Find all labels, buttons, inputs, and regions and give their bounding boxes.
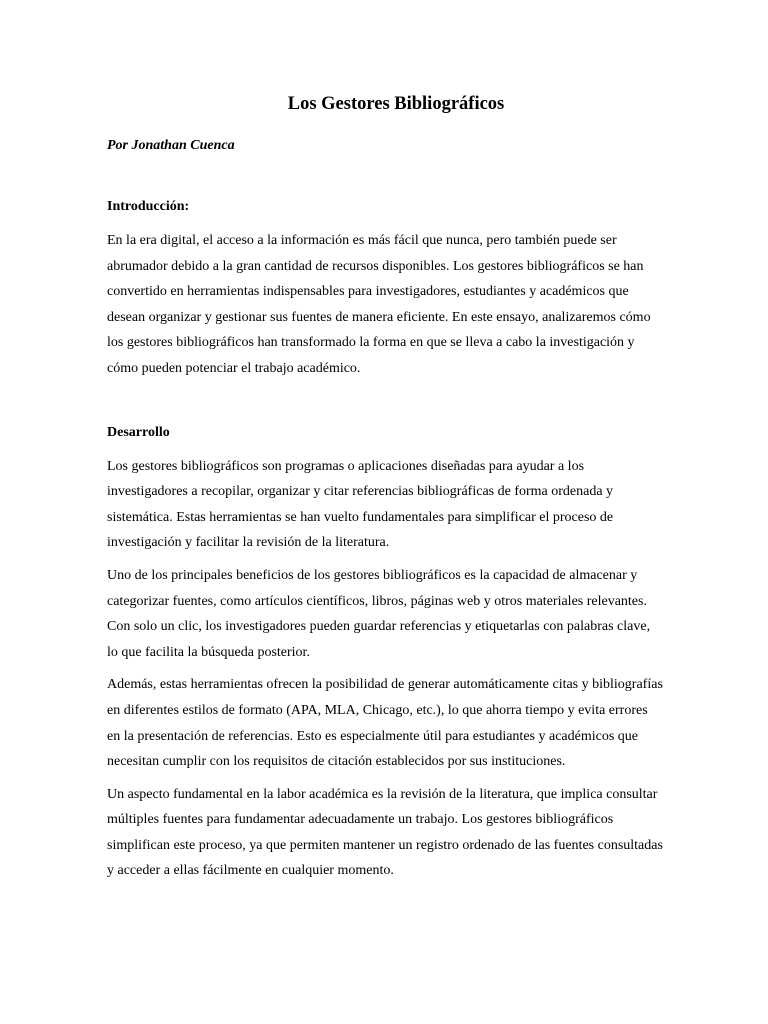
section-heading-introduccion: Introducción: <box>107 199 190 214</box>
section-heading-desarrollo: Desarrollo <box>107 424 170 440</box>
paragraph: En la era digital, el acceso a la información es más fácil que nunca, pero también puede ser abrumador debido a la gran cantidad de recursos disponibles. Los gestores bibliográficos se han convertido en herramientas indispensables para investigadores, estudiantes y académicos que desean organizar y gestionar sus fuentes de manera eficiente. En este ensayo, analizaremos cómo los gestores bibliográficos han transformado la forma en que se lleva a cabo la investigación y cómo pueden potenciar el trabajo académico. <box>107 233 651 376</box>
paragraph: Además, estas herramientas ofrecen la posibilidad de generar automáticamente citas y bibliografías en diferentes estilos de formato (APA, MLA, Chicago, etc.), lo que ahorra tiempo y evita errores en la presentación de referencias. Esto es especialmente útil para estudiantes y académicos que necesitan cumplir con los requisitos de citación establecidos por sus instituciones. <box>107 677 663 770</box>
paragraph: Un aspecto fundamental en la labor académica es la revisión de la literatura, que implica consultar múltiples fuentes para fundamentar adecuadamente un trabajo. Los gestores bibliográficos simplifican este proceso, ya que permiten mantener un registro ordenado de las fuentes consultadas y acceder a ellas fácilmente en cualquier momento. <box>107 786 663 879</box>
document-title: Los Gestores Bibliográficos <box>287 94 505 114</box>
document-author: Por Jonathan Cuenca <box>107 138 235 153</box>
paragraph: Los gestores bibliográficos son programas o aplicaciones diseñadas para ayudar a los investigadores a recopilar, organizar y citar referencias bibliográficas de forma ordenada y sistemática. Estas herramientas se han vuelto fundamentales para simplificar el proceso de investigación y facilitar la revisión de la literatura. <box>107 458 614 551</box>
paragraph: Uno de los principales beneficios de los gestores bibliográficos es la capacidad de almacenar y categorizar fuentes, como artículos científicos, libros, páginas web y otros materiales relevantes. Con solo un clic, los investigadores pueden guardar referencias y etiquetarlas con palabras clave, lo que facilita la búsqueda posterior. <box>107 567 651 660</box>
document-body <box>107 92 663 884</box>
